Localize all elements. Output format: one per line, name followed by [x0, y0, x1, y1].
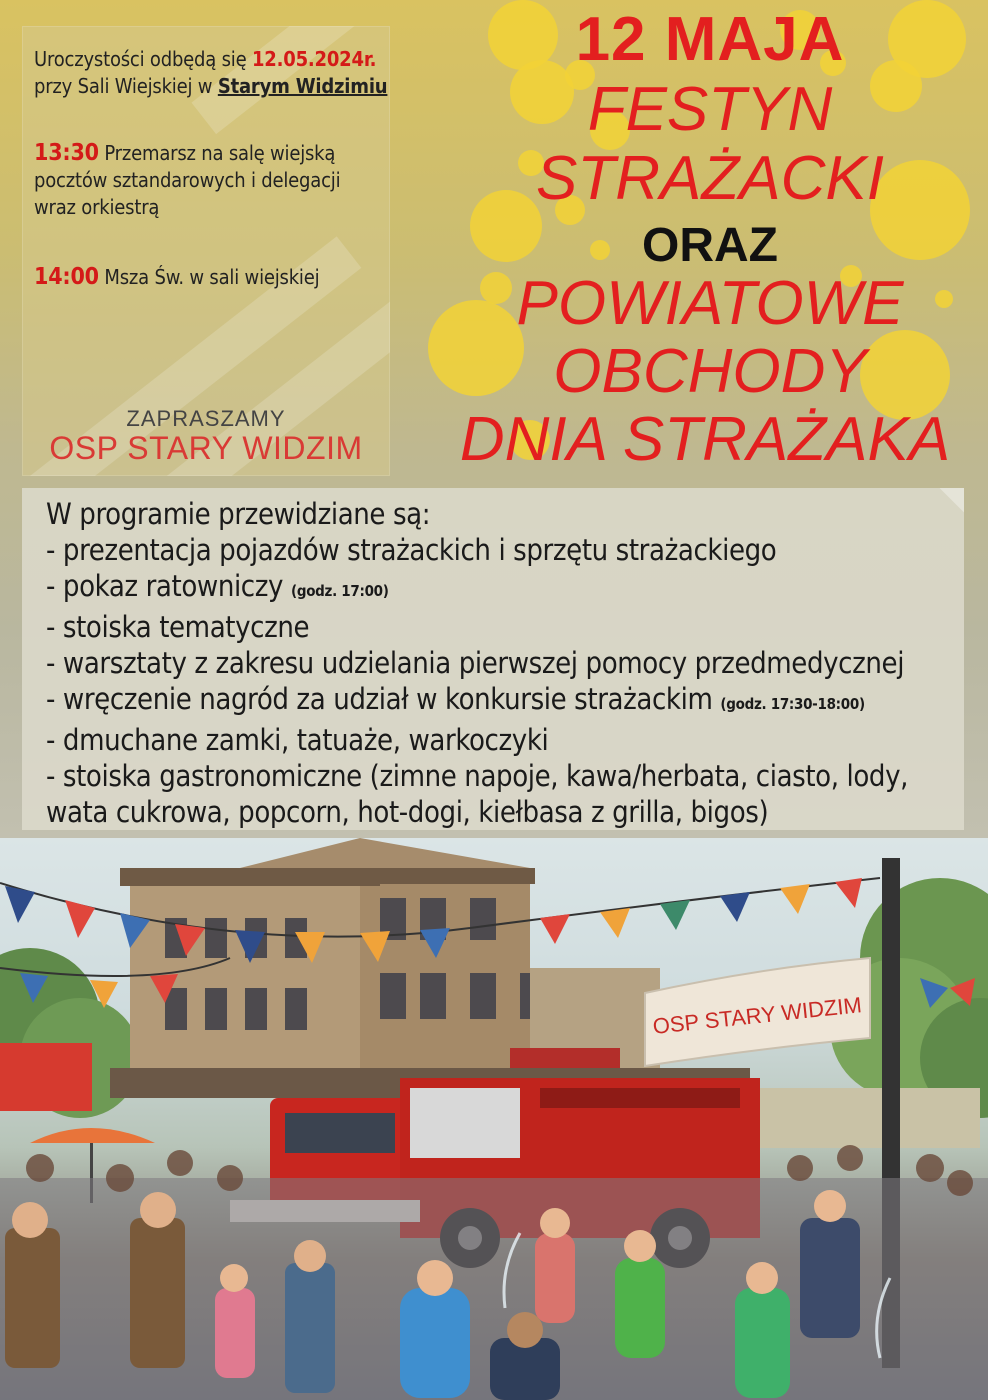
program-item-note: (godz. 17:30-18:00): [720, 695, 865, 713]
festival-scene-art: [0, 838, 988, 1400]
event-place: Starym Widzimiu: [217, 74, 388, 98]
program-item: - stoiska tematyczne: [46, 610, 310, 644]
program-item-note: (godz. 17:00): [290, 582, 389, 600]
banner-text: OSP STARY WIDZIM: [651, 992, 863, 1039]
headline-powiatowe: POWIATOWE: [516, 269, 904, 338]
headline-oraz: ORAZ: [642, 219, 778, 272]
program-box: [22, 488, 964, 830]
schedule-item-1: 13:30 Przemarsz na salę wiejską pocztów sztandarowych i delegacji wraz orkiestrą: [34, 140, 341, 219]
headline-date: 12 MAJA: [575, 5, 845, 74]
program-item: - stoiska gastronomiczne (zimne napoje, kawa/herbata, ciasto, lody, wata cukrowa, popcorn, hot-dogi, kiełbasa z grilla, bigos): [46, 759, 909, 829]
organizer-name: OSP STARY WIDZIM: [49, 430, 363, 466]
event-date: 12.05.2024r.: [251, 47, 377, 71]
program-item: - wręczenie nagród za udział w konkursie strażackim (godz. 17:30-18:00): [46, 682, 865, 716]
event-location: Uroczystości odbędą się 12.05.2024r. przy Sali Wiejskiej w Starym Widzimiu: [34, 47, 388, 98]
program-item: - prezentacja pojazdów strażackich i sprzętu strażackiego: [46, 533, 777, 567]
event-info-box: [22, 26, 390, 476]
program-item: - warsztaty z zakresu udzielania pierwszej pomocy przedmedycznej: [46, 646, 905, 680]
program-intro: W programie przewidziane są:: [46, 497, 431, 531]
headline-obchody: OBCHODY: [553, 337, 867, 406]
headline-festyn: FESTYN: [587, 75, 833, 144]
program-item: - dmuchane zamki, tatuaże, warkoczyki: [46, 723, 549, 757]
schedule-time-2: 14:00: [34, 264, 99, 290]
invite-text: ZAPRASZAMY: [126, 406, 286, 431]
schedule-time-1: 13:30: [34, 140, 99, 166]
schedule-item-2: 14:00 Msza Św. w sali wiejskiej: [34, 264, 320, 290]
program-item: - pokaz ratowniczy (godz. 17:00): [46, 569, 389, 603]
headline-strazacki: STRAŻACKI: [536, 144, 884, 213]
headline-dnia-strazaka: DNIA STRAŻAKA: [459, 405, 951, 474]
festival-illustration: [0, 838, 988, 1400]
